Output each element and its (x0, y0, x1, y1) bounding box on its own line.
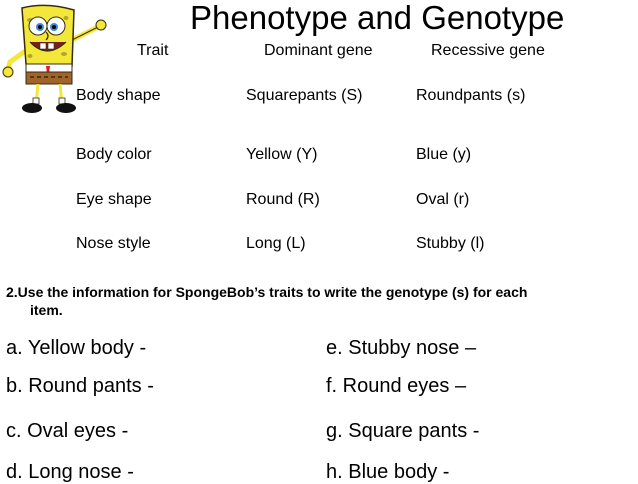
answer-item-c: c. Oval eyes - (6, 420, 129, 442)
trait-cell: Eye shape (76, 191, 152, 208)
answer-item-g: g. Square pants - (326, 420, 480, 442)
dominant-cell: Round (R) (246, 191, 320, 208)
recessive-cell: Stubby (l) (416, 235, 485, 252)
trait-cell: Nose style (76, 235, 151, 252)
recessive-cell: Oval (r) (416, 191, 470, 208)
answer-item-f: f. Round eyes – (326, 375, 467, 397)
question-2 (6, 283, 616, 319)
answer-item-h: h. Blue body - (326, 461, 450, 483)
question-line-2: item. (30, 302, 63, 318)
header-trait: Trait (137, 42, 169, 59)
recessive-cell: Blue (y) (416, 146, 472, 163)
header-recessive-gene: Recessive gene (431, 42, 545, 59)
answer-item-b: b. Round pants - (6, 375, 154, 397)
dominant-cell: Yellow (Y) (246, 146, 318, 163)
trait-cell: Body shape (76, 87, 161, 104)
dominant-cell: Long (L) (246, 235, 306, 252)
trait-cell: Body color (76, 146, 152, 163)
answer-item-d: d. Long nose - (6, 461, 134, 483)
page-title: Phenotype and Genotype (190, 0, 565, 36)
question-line-1: 2.Use the information for SpongeBob’s traits to write the genotype (s) for each (6, 284, 528, 300)
recessive-cell: Roundpants (s) (416, 87, 526, 104)
answer-item-e: e. Stubby nose – (326, 337, 477, 359)
answer-item-a: a. Yellow body - (6, 337, 147, 359)
dominant-cell: Squarepants (S) (246, 87, 363, 104)
header-dominant-gene: Dominant gene (264, 42, 373, 59)
